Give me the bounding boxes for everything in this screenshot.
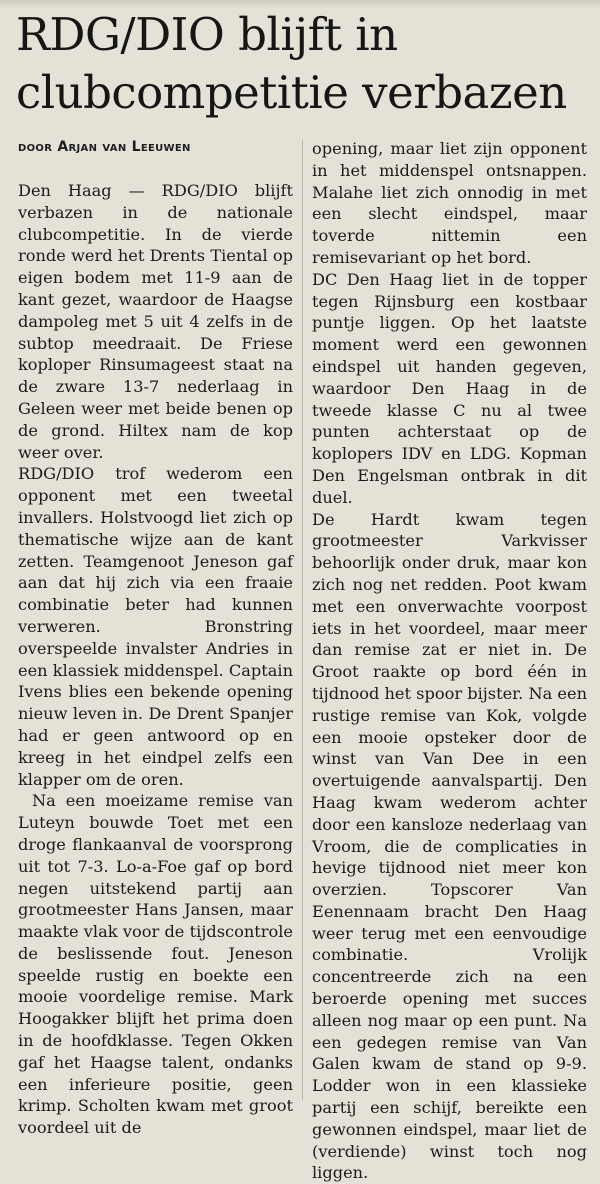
paragraph: Na een moeizame remise van Luteyn bouwde Toet met een droge flankaanval de voorsprong uit tot 7-3. Lo-a-Foe gaf op bord negen uitstekend partij aan grootmeester Hans Jansen, maar maakte vlak voor de tijdscontrole de beslissende fout. Jeneson speelde rustig en boekte een mooie voordelige remise. Mark Hoogakker blijft het prima doen in de hoofdklasse. Tegen Okken gaf het Haagse talent, ondanks een inferieure positie, geen krimp. Scholten kwam met groot voordeel uit de: [18, 791, 293, 1138]
article-column-right: [312, 138, 587, 1184]
paragraph: Den Haag — RDG/DIO blijft verbazen in de nationale clubcompetitie. In de vierde ronde werd het Drents Tiental op eigen bodem met 11-9 aan de kant gezet, waardoor de Haagse dampoleg met 5 uit 4 zelfs in de subtop meedraait. De Friese koploper Rinsumageest staat na de zware 13-7 nederlaag in Geleen weer met beide benen op de grond. Hiltex nam de kop weer over.: [18, 181, 293, 462]
article-headline: RDG/DIO blijft in clubcompetitie verbazen: [16, 8, 567, 119]
article-byline: door Arjan van Leeuwen: [18, 139, 191, 155]
paragraph: opening, maar liet zijn opponent in het middenspel ontsnappen. Malahe liet zich onnodig in met een slecht eindspel, maar toverde nittemin een remisevariant op het bord.: [312, 139, 587, 267]
article-column-left: [18, 180, 293, 1139]
paragraph: RDG/DIO trof wederom een opponent met een tweetal invallers. Holstvoogd liet zich op thematische wijze aan de kant zetten. Teamgenoot Jeneson gaf aan dat hij zich via een fraaie combinatie beter had kunnen verweren. Bronstring overspeelde invalster Andries in een klassiek middenspel. Captain Ivens blies een bekende opening nieuw leven in. De Drent Spanjer had er geen antwoord op en kreeg in het eindpel zelfs een klapper om de oren.: [18, 464, 293, 789]
paragraph: DC Den Haag liet in de topper tegen Rijnsburg een kostbaar puntje liggen. Op het laatste moment werd een gewonnen eindspel uit handen gegeven, waardoor Den Haag in de tweede klasse C nu al twee punten achterstaat op de koplopers IDV en LDG. Kopman Den Engelsman ontbrak in dit duel.: [312, 269, 587, 507]
column-divider: [302, 140, 303, 1100]
paragraph: De Hardt kwam tegen grootmeester Varkvisser behoorlijk onder druk, maar kon zich nog net redden. Poot kwam met een onverwachte voorpost iets in het voordeel, maar meer dan remise zat er niet in. De Groot raakte op bord één in tijdnood het spoor bijster. Na een rustige remise van Kok, volgde een mooie opsteker door de winst van Van Dee in een overtuigende aanvalspartij. Den Haag kwam wederom achter door een kansloze nederlaag van Vroom, die de complicaties in hevige tijdnood niet meer kon overzien. Topscorer Van Eenennaam bracht Den Haag weer terug met een eenvoudige combinatie. Vrolijk concentreerde zich na een beroerde opening met succes alleen nog maar op een punt. Na een gedegen remise van Van Galen kwam de stand op 9-9. Lodder won in een klassieke partij een schijf, bereikte een gewonnen eindspel, maar liet de (verdiende) winst toch nog liggen.: [312, 509, 587, 1183]
